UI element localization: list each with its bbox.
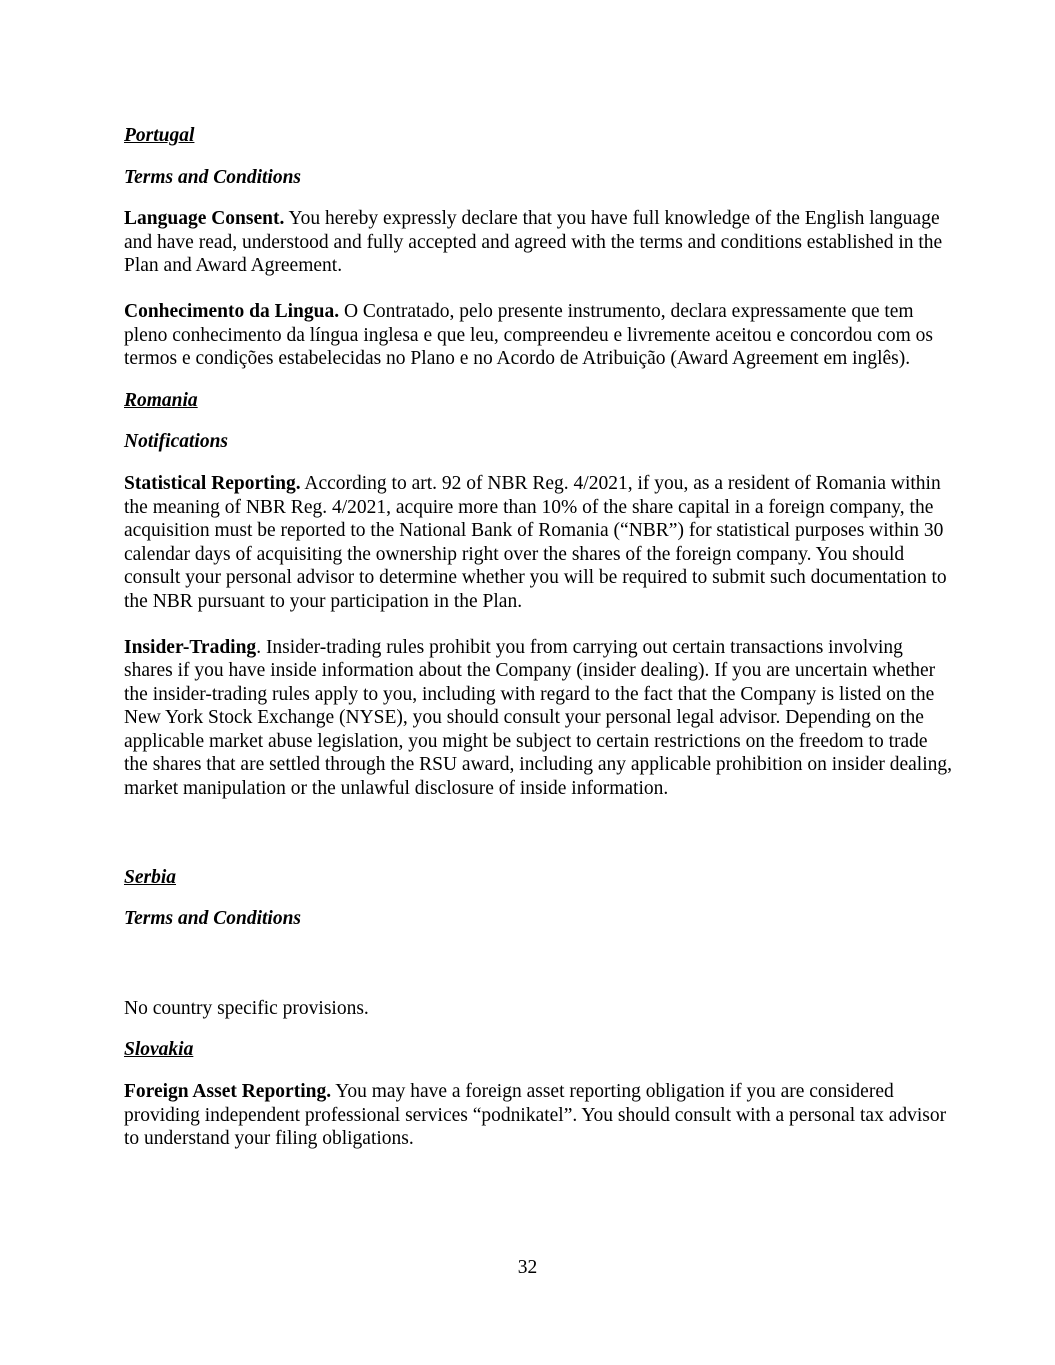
heading-romania: Romania [124,389,198,411]
lead-insider-trading: Insider-Trading [124,636,257,658]
lead-conhecimento-lingua: Conhecimento da Lingua. [124,300,340,322]
text-statistical-reporting: According to art. 92 of NBR Reg. 4/2021, if you, as a resident of Romania within the meaning of NBR Reg. 4/2021, acquire more than 10% of the share capital in a foreign company, the acquisition must be reported to the National Bank of Romania (“NBR”) for statistical purposes within 30 calendar days of acquisiting the ownership right over the shares of the foreign company. You should consult your personal advisor to determine whether you will be required to submit such documentation to the NBR pursuant to your participation in the Plan. [124,472,947,612]
text-insider-trading: . Insider-trading rules prohibit you from carrying out certain transactions involving shares if you have inside information about the Company (insider dealing). If you are uncertain whether the insider-trading rules apply to you, including with regard to the fact that the Company is listed on the New York Stock Exchange (NYSE), you should consult your personal legal advisor. Depending on the applicable market abuse legislation, you might be subject to certain restrictions on the freedom to trade the shares that are settled through the RSU award, including any applicable prohibition on insider dealing, market manipulation or the unlawful disclosure of inside information. [124,636,952,800]
text-language-consent: You hereby expressly declare that you have full knowledge of the English language and have read, understood and fully accepted and agreed with the terms and conditions established in the Plan and Award Agreement. [124,208,943,277]
heading-slovakia: Slovakia [124,1039,194,1061]
subheading-romania-notifications: Notifications [124,431,229,453]
lead-language-consent: Language Consent. [124,208,285,230]
page-number: 32 [517,1257,538,1278]
subheading-serbia-terms: Terms and Conditions [124,908,302,930]
heading-portugal: Portugal [124,125,195,146]
lead-statistical-reporting: Statistical Reporting. [124,472,301,494]
lead-foreign-asset-reporting: Foreign Asset Reporting. [124,1081,332,1103]
paragraph-insider-trading [124,636,954,801]
subheading-portugal-terms: Terms and Conditions [124,166,302,188]
paragraph-conhecimento-lingua [124,300,954,371]
text-conhecimento-lingua: O Contratado, pelo presente instrumento, declara expressamente que tem pleno conhecimento da língua inglesa e que leu, compreendeu e livremente aceitou e concordou com os termos e condições estabelecidas no Plano e no Acordo de Atribuição (Award Agreement em inglês). [124,300,933,370]
text-foreign-asset-reporting: You may have a foreign asset reporting obligation if you are considered providing independent professional services “podnikatel”. You should consult with a personal tax advisor to understand your filing obligations. [124,1081,947,1150]
paragraph-statistical-reporting [124,472,954,614]
paragraph-foreign-asset-reporting [124,1080,954,1151]
paragraph-language-consent [124,207,954,278]
document-page [124,124,954,1173]
heading-serbia: Serbia [124,866,177,888]
paragraph-serbia-no-provisions: No country specific provisions. [124,997,369,1019]
